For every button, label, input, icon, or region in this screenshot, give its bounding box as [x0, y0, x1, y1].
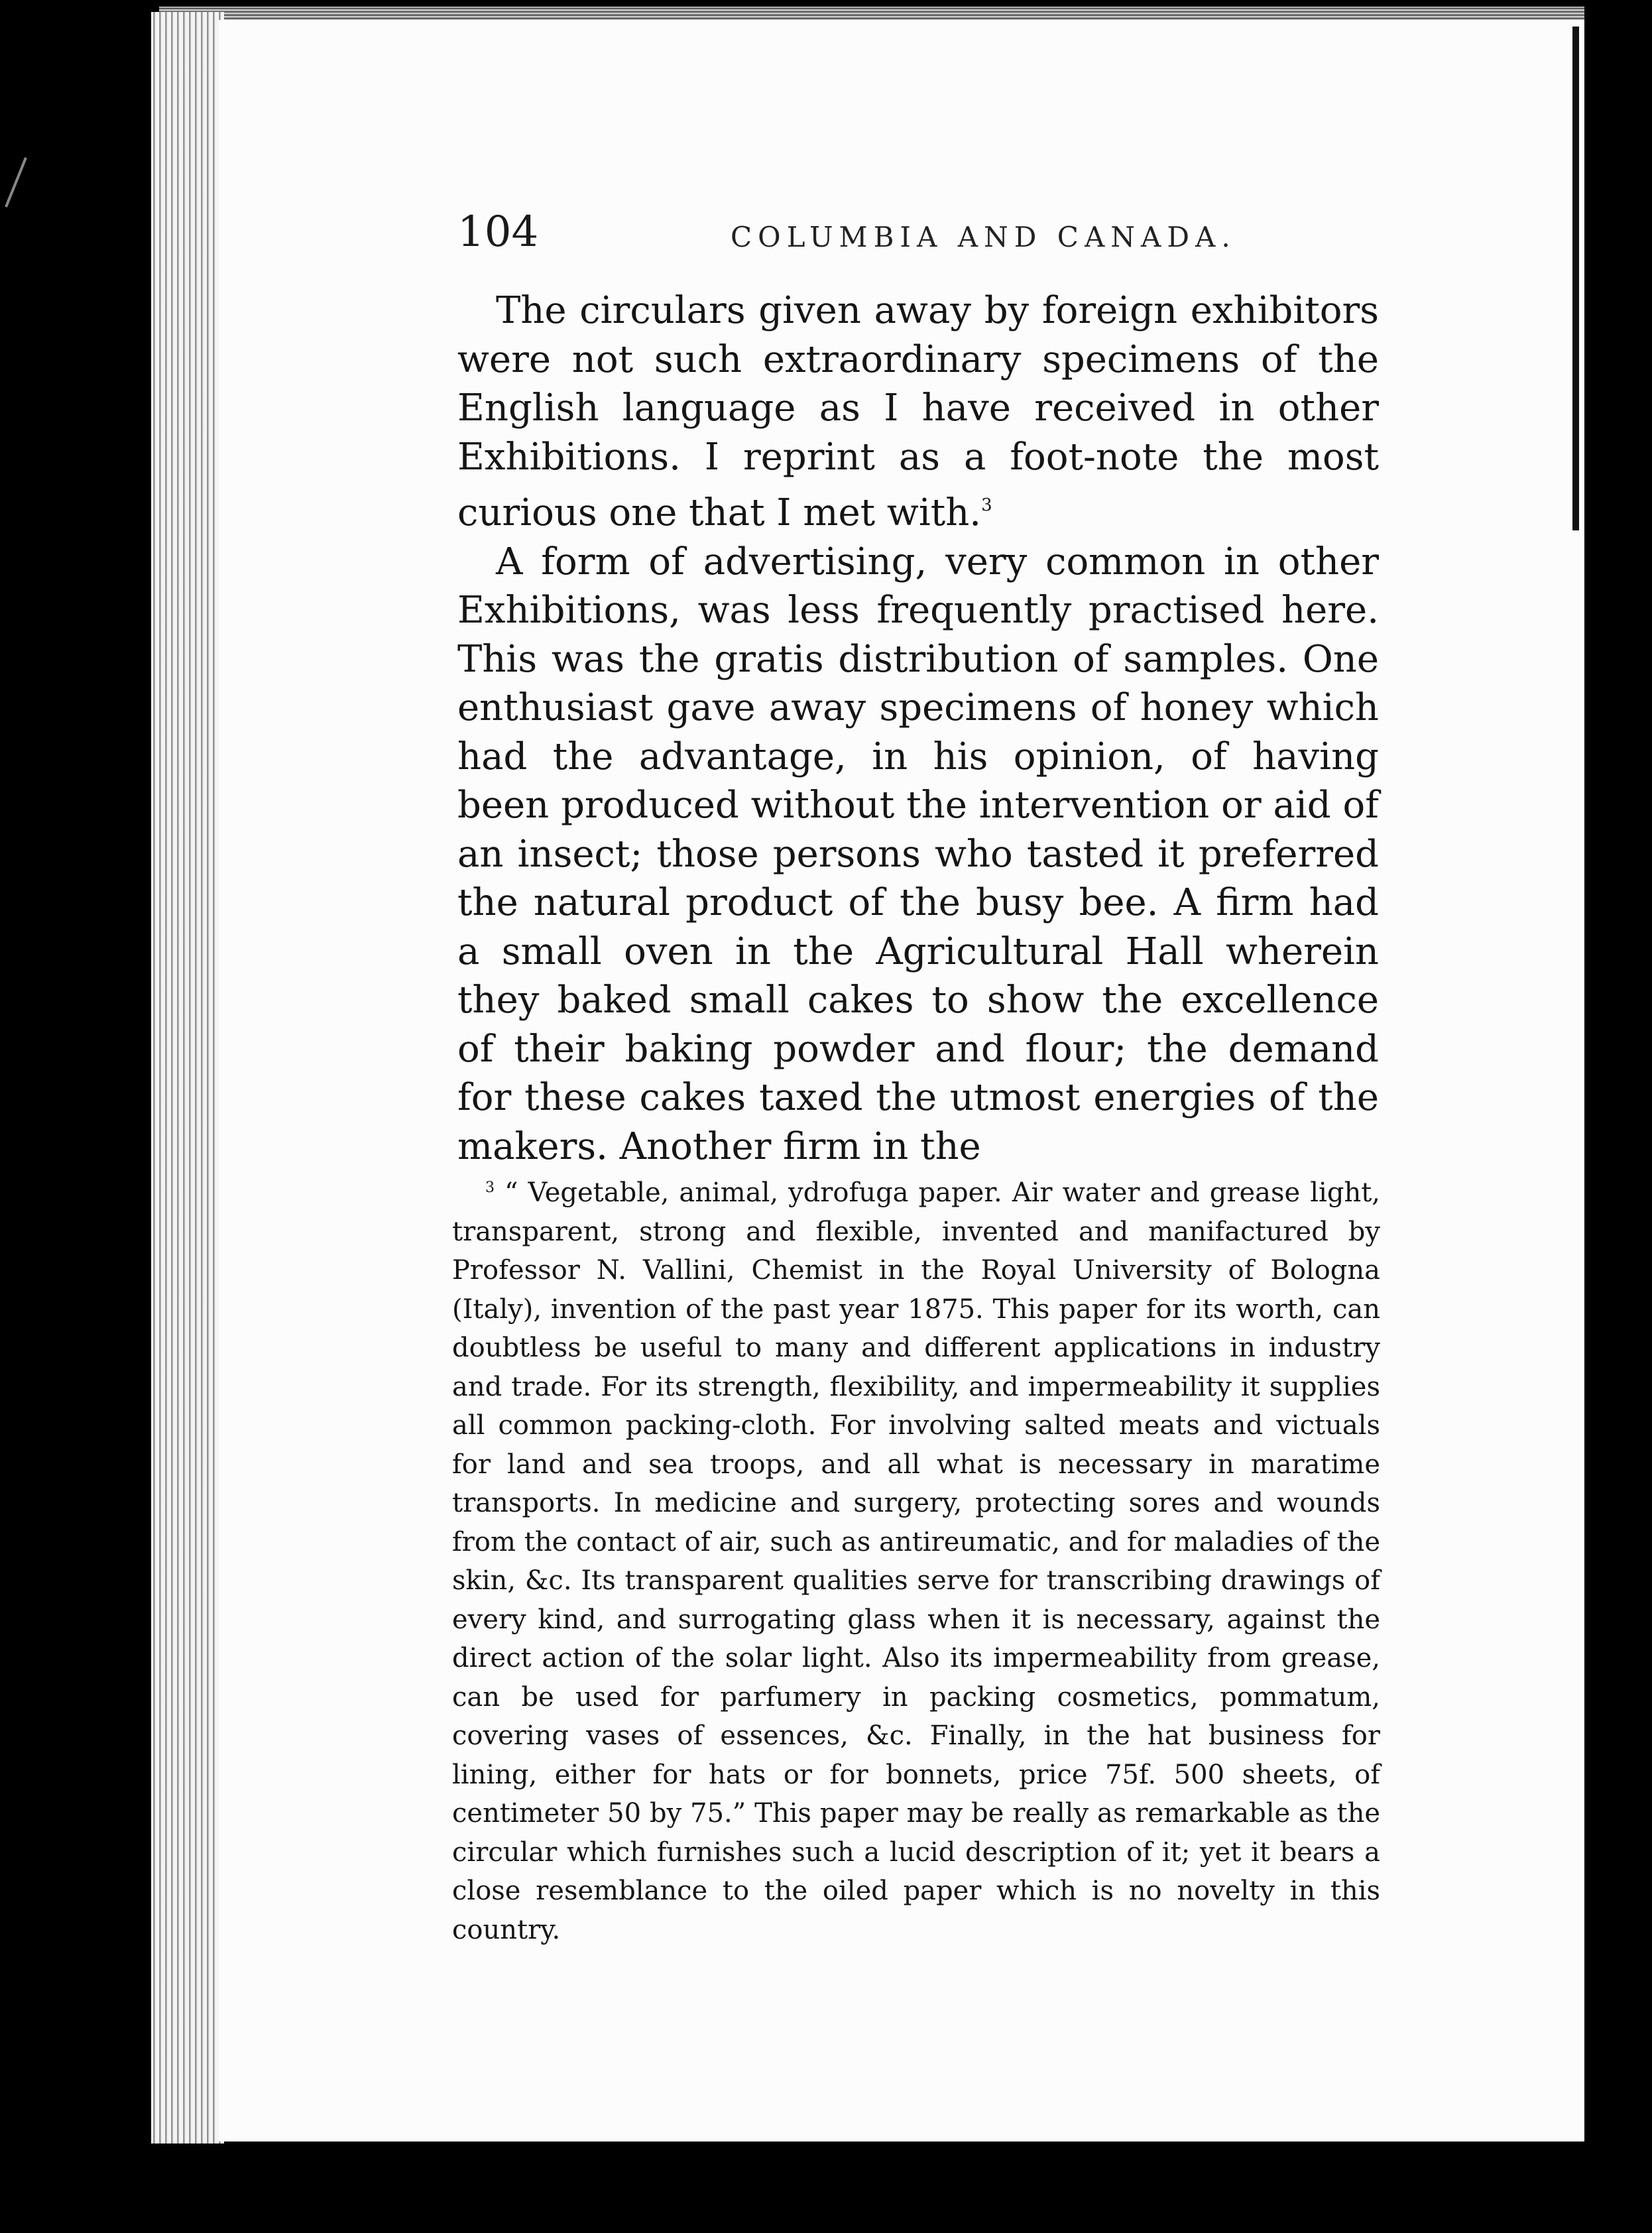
running-head: COLUMBIA AND CANADA.: [731, 221, 1236, 253]
paragraph: A form of advertising, very common in other Exhibitions, was less frequently practised here. This was the gratis distribution of samples. One enthusiast gave away specimens of honey which had the advantage, in his opinion, of having been produced without the intervention or aid of an insect; those persons who tasted it preferred the natural product of the busy bee. A firm had a small oven in the Agricultural Hall wherein they baked small cakes to show the excellence of their baking powder and flour; the demand for these cakes taxed the utmost energies of the makers. Another firm in the: [457, 540, 1379, 1168]
paragraph: [457, 286, 1379, 538]
main-text: [457, 286, 1379, 1171]
footnote-marker: 3: [485, 1179, 495, 1196]
gutter-shadow: [1572, 27, 1579, 530]
paragraph-text: The circulars given away by foreign exhibitors were not such extraordinary specimens of the English language as I have received in other Exhibitions. I reprint as a foot-note the most curious one that I met with.: [457, 289, 1379, 534]
page-number: 104: [457, 208, 539, 257]
page-header: [457, 202, 1386, 262]
footnote-text: “ Vegetable, animal, ydrofuga paper. Air water and grease light, transparent, strong and flexible, invented and manifactured by Professor N. Vallini, Chemist in the Royal University of Bologna (Italy), invention of the past year 1875. This paper for its worth, can doubtless be useful to many and different applications in industry and trade. For its strength, flexibility, and impermeability it supplies all common packing-cloth. For involving salted meats and victuals for land and sea troops, and all what is necessary in maratime transports. In medicine and surgery, protecting sores and wounds from the contact of air, such as antireumatic, and for maladies of the skin, &c. Its transparent qualities serve for transcribing drawings of every kind, and surrogating glass when it is necessary, against the direct action of the solar light. Also its impermeability from grease, can be used for parfumery in packing cosmetics, pommatum, covering vases of essences, &c. Finally, in the hat business for lining, either for hats or for bonnets, price 75f. 500 sheets, of centimeter 50 by 75.” This paper may be really as remarkable as the circular which furnishes such a lucid description of it; yet it bears a close resemblance to the oiled paper which is no novelty in this country.: [452, 1177, 1380, 1945]
book-page-edges: [151, 12, 224, 2143]
footnote-reference: 3: [981, 495, 992, 515]
footnote-paragraph: [452, 1169, 1380, 1949]
scan-artifact-line: [5, 157, 27, 208]
footnote: [452, 1169, 1380, 1949]
